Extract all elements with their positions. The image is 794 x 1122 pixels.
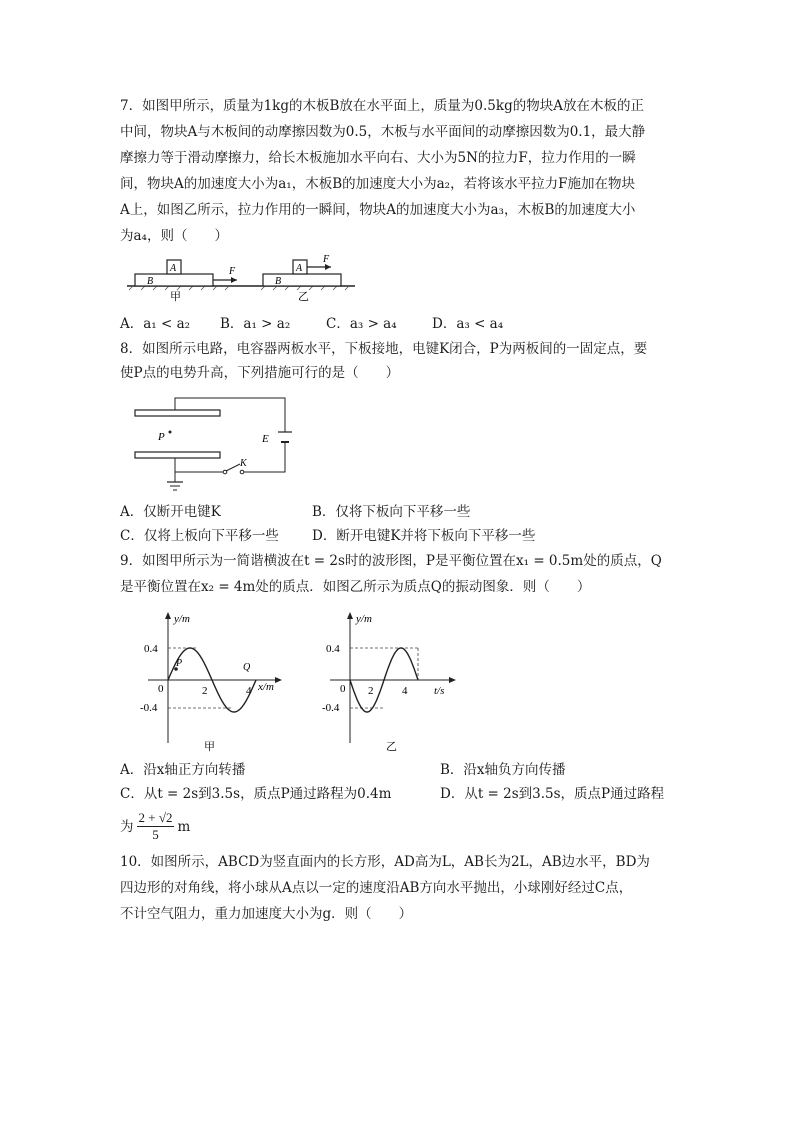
label-p: P	[176, 658, 183, 669]
label-e: E	[262, 433, 269, 445]
tick-neg: -0.4	[140, 702, 158, 714]
q9-option-c[interactable]: C．从t = 2s到3.5s，质点P通过路程为0.4m	[120, 786, 392, 802]
tick-pos: 0.4	[144, 643, 158, 655]
q8-option-b[interactable]: B．仅将下板向下平移一些	[312, 504, 471, 520]
tick-neg: -0.4	[322, 702, 340, 714]
q7-line-6: 为a₄，则（ ）	[120, 228, 228, 244]
caption: 乙	[386, 741, 397, 753]
origin: 0	[340, 683, 346, 695]
q7-line-5: A上，如图乙所示，拉力作用的一瞬间，物块A的加速度大小为a₃，木板B的加速度大小	[120, 202, 636, 218]
q7-option-c[interactable]: C．a₃ > a₄	[326, 316, 397, 332]
q7-figure	[125, 252, 360, 302]
numerator: 2 + √2	[138, 810, 173, 825]
q8-line-1: 8．如图所示电路，电容器两板水平，下板接地，电键K闭合，P为两板间的一固定点，要	[120, 341, 648, 357]
q7-line-4: 间，物块A的加速度大小为a₁，木板B的加速度大小为a₂，若将该水平拉力F施加在物块	[120, 176, 635, 192]
q9-line-2: 是平衡位置在x₂ = 4m处的质点．如图乙所示为质点Q的振动图象．则（ ）	[120, 579, 591, 595]
label-k: K	[240, 458, 247, 469]
q9-option-d[interactable]: D．从t = 2s到3.5s，质点P通过路程	[440, 786, 665, 802]
q7-option-a[interactable]: A．a₁ < a₂	[120, 316, 191, 332]
q8-option-d[interactable]: D．断开电键K并将下板向下平移一些	[312, 528, 536, 544]
unit: m	[177, 818, 191, 835]
q8-option-a[interactable]: A．仅断开电键K	[120, 504, 221, 520]
q9-vibration-graph	[320, 608, 470, 756]
tick-4: 4	[246, 685, 252, 697]
upper-plate	[135, 410, 220, 416]
tick-2: 2	[368, 685, 374, 697]
denominator: 5	[152, 827, 159, 842]
label-f-right: F	[323, 254, 330, 265]
label-q: Q	[243, 662, 251, 673]
q10-line-1: 10．如图所示，ABCD为竖直面内的长方形，AD高为L，AB长为2L，AB边水平，BD为	[120, 854, 650, 870]
lower-plate	[135, 452, 220, 458]
tick-pos: 0.4	[326, 643, 340, 655]
tick-2: 2	[202, 685, 208, 697]
q8-circuit-figure	[130, 390, 300, 495]
q10-line-3: 不计空气阻力，重力加速度大小为g．则（ ）	[120, 906, 413, 922]
q10-line-2: 四边形的对角线，将小球从A点以一定的速度沿AB方向水平抛出，小球刚好经过C点，	[120, 880, 633, 896]
label-p: P	[158, 431, 165, 443]
label-b-right: B	[275, 276, 282, 287]
label-f-left: F	[229, 266, 236, 277]
q9-option-b[interactable]: B．沿x轴负方向传播	[440, 762, 566, 778]
ylabel: y/m	[174, 613, 190, 625]
q8-option-c[interactable]: C．仅将上板向下平移一些	[120, 528, 279, 544]
q9-line-1: 9．如图甲所示为一简谐横波在t = 2s时的波形图，P是平衡位置在x₁ = 0.5m处的质点，Q	[120, 553, 662, 569]
caption: 甲	[204, 741, 215, 753]
q9-option-d-continued	[120, 810, 190, 843]
label-b-left: B	[147, 276, 154, 287]
caption-left: 甲	[170, 291, 181, 302]
q7-line-1: 7．如图甲所示，质量为1kg的木板B放在水平面上，质量为0.5kg的物块A放在木板的正	[120, 98, 644, 114]
q9-option-a[interactable]: A．沿x轴正方向转播	[120, 762, 246, 778]
xlabel: t/s	[434, 685, 445, 697]
origin: 0	[158, 683, 164, 695]
q7-line-3: 摩擦力等于滑动摩擦力，给长木板施加水平向右、大小为5N的拉力F，拉力作用的一瞬	[120, 150, 636, 166]
q7-line-2: 中间，物块A与木板间的动摩擦因数为0.5，木板与水平面间的动摩擦因数为0.1，最大静	[120, 124, 646, 140]
q7-option-d[interactable]: D．a₃ < a₄	[432, 316, 504, 332]
caption-right: 乙	[298, 291, 309, 302]
q9-wave-graph	[138, 608, 298, 756]
label-a-left: A	[170, 263, 177, 274]
label-a-right: A	[296, 263, 303, 274]
xlabel: x/m	[258, 681, 274, 693]
fraction	[137, 810, 175, 843]
tick-4: 4	[402, 685, 408, 697]
ylabel: y/m	[356, 613, 372, 625]
q7-option-b[interactable]: B．a₁ > a₂	[220, 316, 291, 332]
prefix: 为	[120, 818, 134, 835]
q8-line-2: 使P点的电势升高，下列措施可行的是（ ）	[120, 365, 400, 381]
